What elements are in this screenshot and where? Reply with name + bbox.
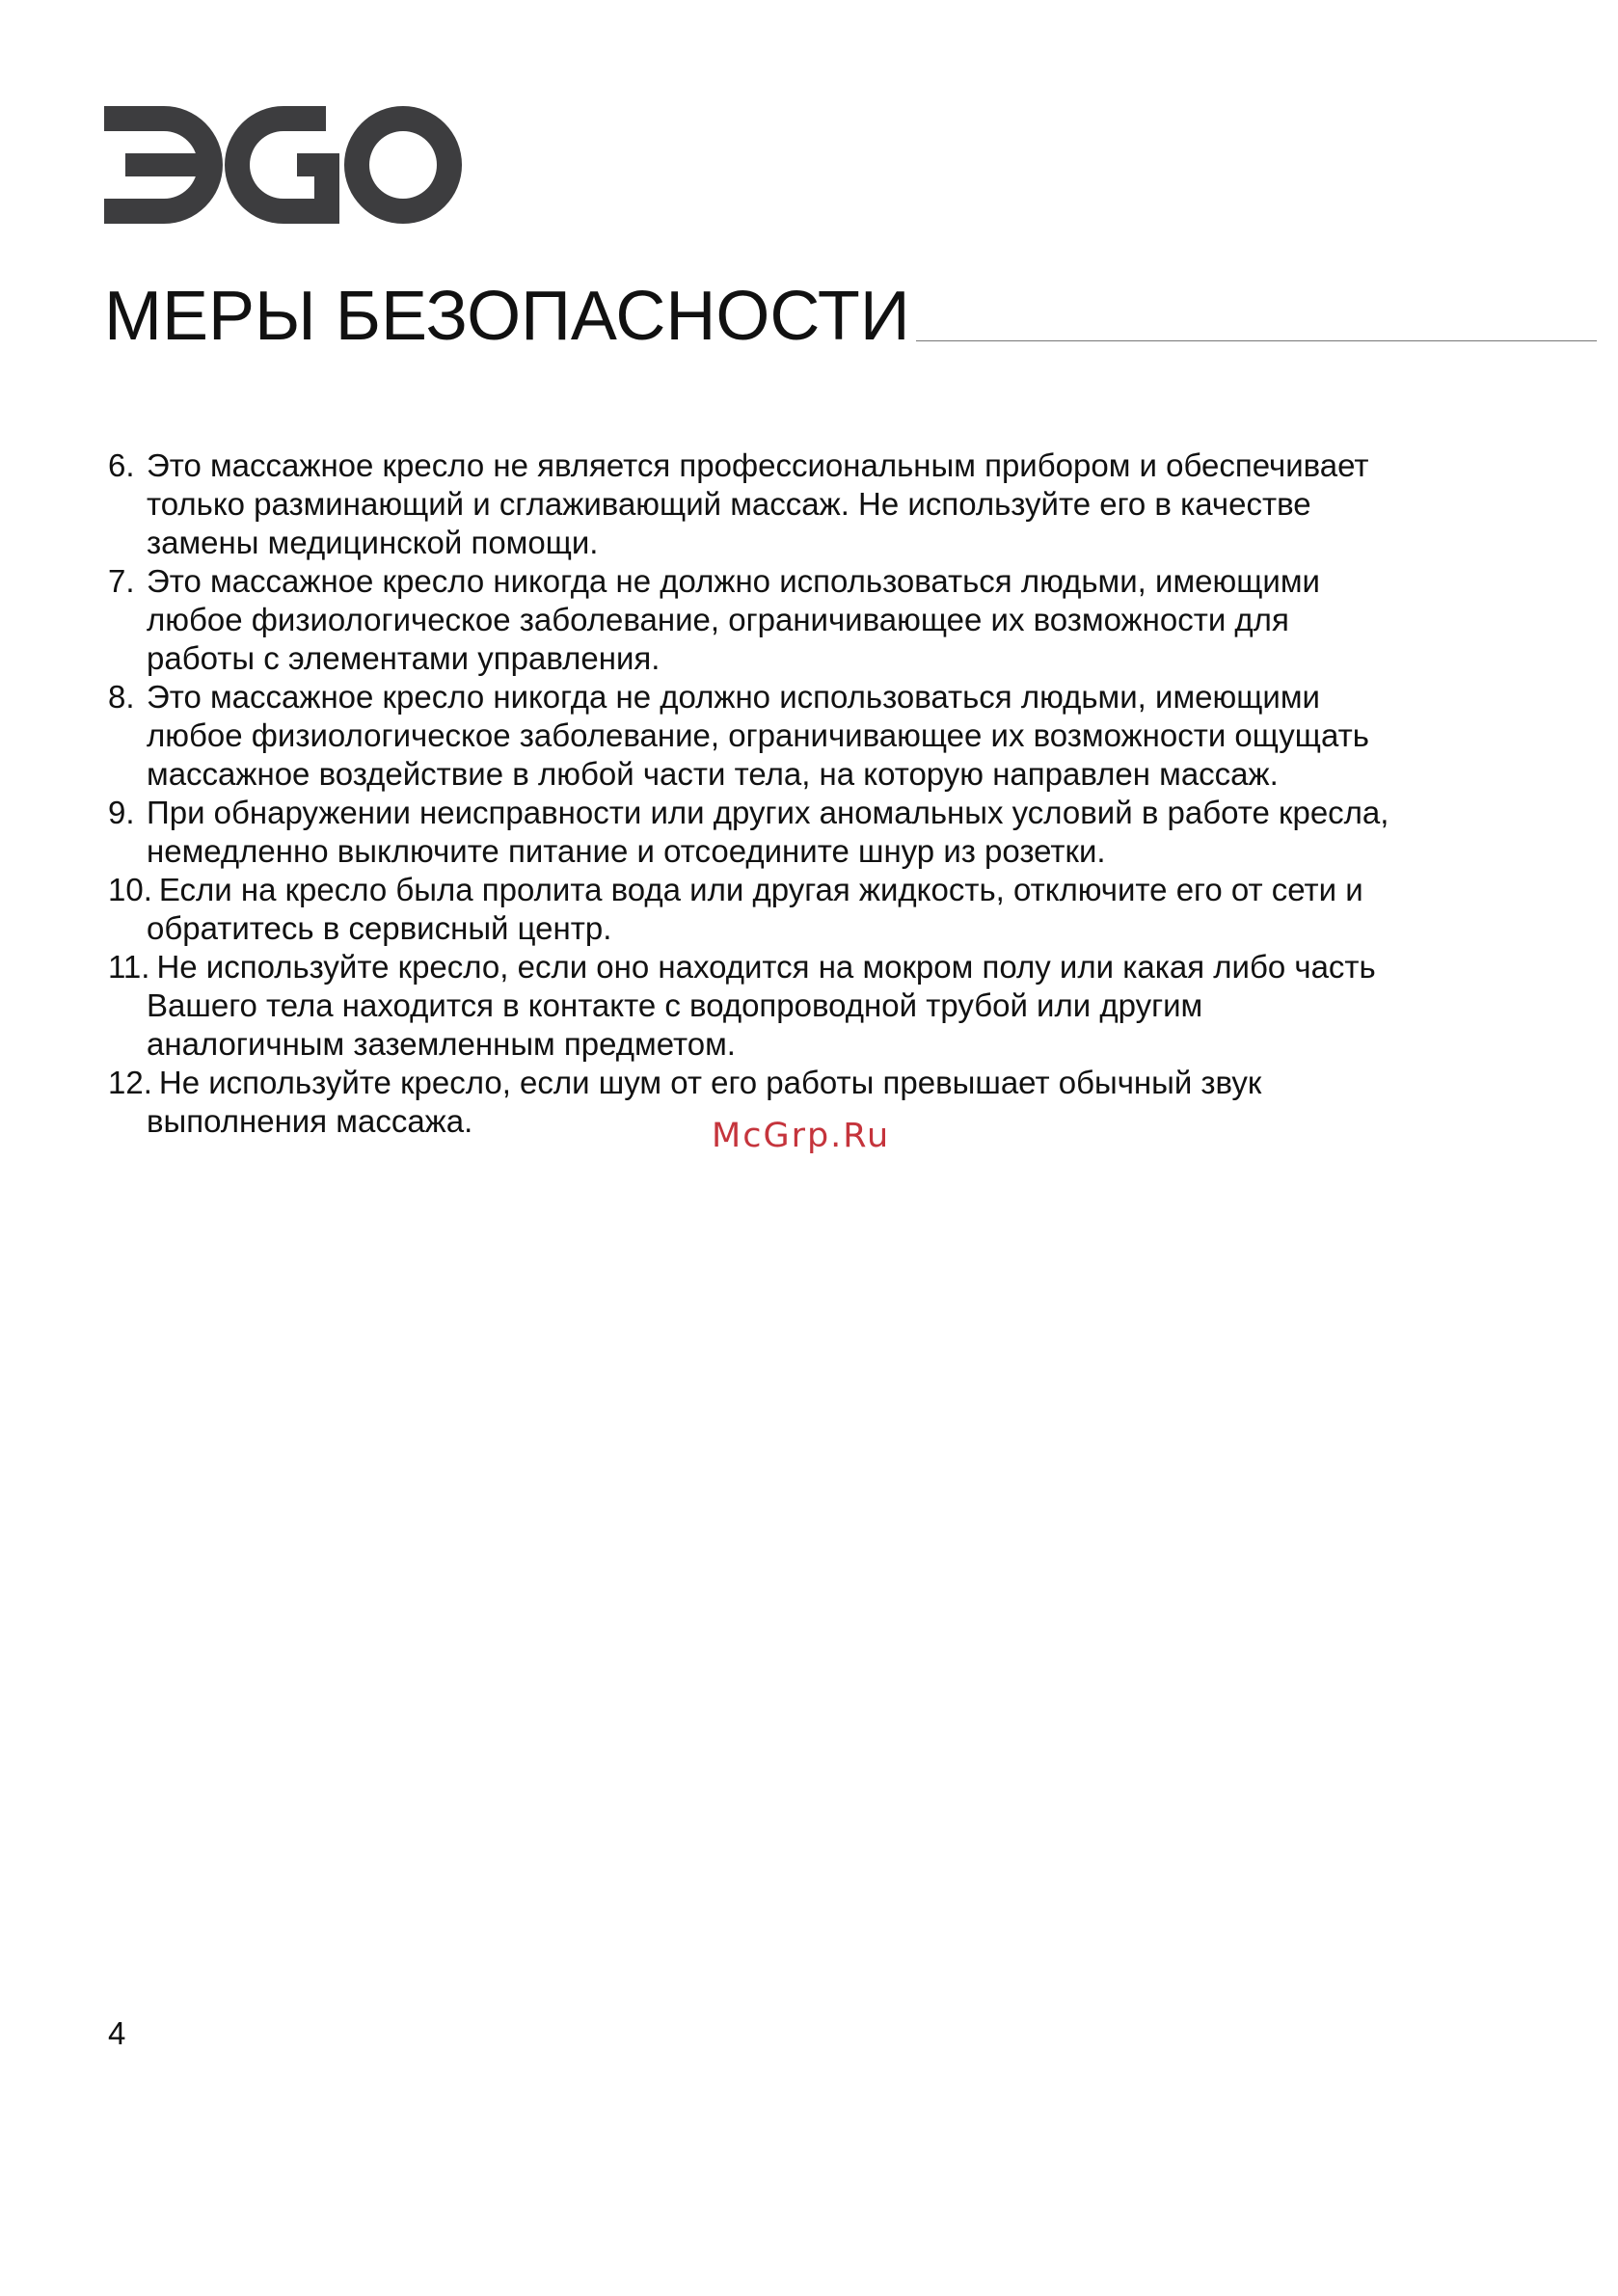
list-item-line: Если на кресло была пролита вода или другая жидкость, отключите его от сети и [158, 872, 1363, 907]
list-item-number: 9. [108, 795, 135, 830]
list-item-number: 8. [108, 679, 135, 715]
list-item-line: работы с элементами управления. [147, 640, 661, 676]
list-item-line: немедленно выключите питание и отсоедините шнур из розетки. [147, 833, 1106, 869]
list-item-line: При обнаружении неисправности или других аномальных условий в работе кресла, [147, 795, 1389, 830]
list-item-line: Это массажное кресло не является профессиональным прибором и обеспечивает [147, 447, 1369, 483]
list-item-line: выполнения массажа. [147, 1103, 473, 1139]
list-item-number: 12. [108, 1065, 152, 1100]
list-item-line: обратитесь в сервисный центр. [147, 910, 612, 946]
safety-list [108, 446, 1516, 1141]
list-item [108, 678, 1516, 794]
list-item-number: 11. [108, 949, 150, 985]
title-underline [916, 340, 1597, 341]
list-item [108, 562, 1516, 678]
list-item-number: 7. [108, 563, 135, 599]
list-item-line: любое физиологическое заболевание, ограничивающее их возможности для [147, 602, 1289, 637]
ego-logo [104, 106, 463, 224]
page-title: МЕРЫ БЕЗОПАСНОСТИ [104, 278, 910, 355]
list-item [108, 948, 1516, 1064]
list-item-line: аналогичным заземленным предметом. [147, 1026, 736, 1062]
list-item [108, 446, 1516, 562]
list-item-line: замены медицинской помощи. [147, 525, 599, 560]
list-item-line: Не используйте кресло, если оно находится на мокром полу или какая либо часть [156, 949, 1376, 985]
watermark: McGrp.Ru [712, 1117, 891, 1155]
page-number: 4 [108, 2015, 126, 2051]
list-item [108, 794, 1516, 871]
list-item-number: 6. [108, 447, 135, 483]
list-item-line: Не используйте кресло, если шум от его работы превышает обычный звук [158, 1065, 1262, 1100]
list-item-line: Это массажное кресло никогда не должно использоваться людьми, имеющими [147, 563, 1320, 599]
list-item-line: Это массажное кресло никогда не должно использоваться людьми, имеющими [147, 679, 1320, 715]
list-item-line: только разминающий и сглаживающий массаж. Не используйте его в качестве [147, 486, 1311, 522]
list-item [108, 871, 1516, 948]
list-item-line: массажное воздействие в любой части тела, на которую направлен массаж. [147, 756, 1279, 792]
title-row [104, 270, 1597, 357]
list-item-line: Вашего тела находится в контакте с водопроводной трубой или другим [147, 987, 1203, 1023]
list-item-line: любое физиологическое заболевание, ограничивающее их возможности ощущать [147, 717, 1369, 753]
list-item-number: 10. [108, 872, 152, 907]
